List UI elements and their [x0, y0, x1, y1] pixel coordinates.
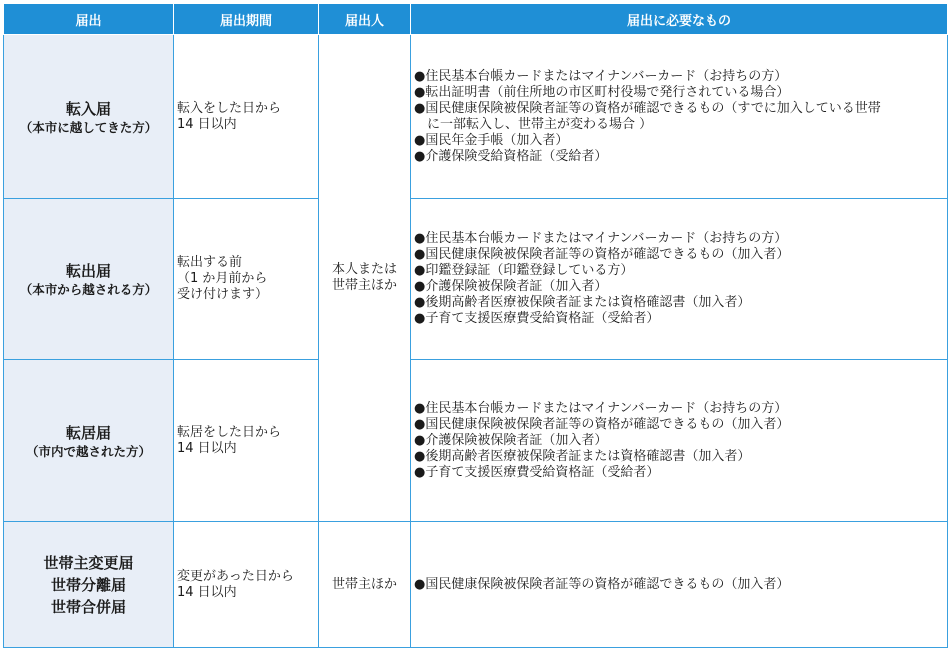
period-line: 14 日以内	[177, 440, 237, 456]
notification-type-cell	[4, 199, 174, 360]
documents-cell	[411, 199, 948, 360]
document-item: ●子育て支援医療費受給資格証（受給者）	[414, 311, 660, 326]
document-item: ●転出証明書（前住所地の市区町村役場で発行されている場合）	[414, 84, 790, 100]
period-cell	[174, 35, 319, 199]
documents-cell	[411, 35, 948, 199]
notification-type-note: （本市に越してきた方）	[19, 119, 158, 135]
period-line: 転居をした日から	[177, 424, 282, 440]
document-item: ●子育て支援医療費受給資格証（受給者）	[414, 464, 660, 480]
period-cell	[174, 360, 319, 522]
period-cell	[174, 199, 319, 360]
document-item: ●国民健康保険被保険者証等の資格が確認できるもの（加入者）	[414, 247, 790, 262]
table-row	[4, 199, 948, 360]
documents-cell	[411, 360, 948, 522]
period-line: 受け付けます）	[177, 287, 269, 302]
document-item: ●住民基本台帳カードまたはマイナンバーカード（お持ちの方）	[414, 400, 788, 416]
notification-type: 世帯合併届	[50, 597, 126, 616]
table-row	[4, 35, 948, 199]
notification-type: 世帯分離届	[50, 575, 126, 594]
header-required-items: 届出に必要なもの	[411, 4, 948, 35]
period-line: 転入をした日から	[177, 100, 282, 116]
notification-type-cell	[4, 360, 174, 522]
document-item: ●国民年金手帳（加入者）	[414, 132, 569, 148]
documents-cell	[411, 522, 948, 648]
period-line: 14 日以内	[177, 116, 237, 132]
header-applicant: 届出人	[319, 4, 411, 35]
document-item: ●国民健康保険被保険者証等の資格が確認できるもの（加入者）	[414, 416, 790, 432]
notification-type-cell	[4, 35, 174, 199]
period-line: 変更があった日から	[177, 568, 294, 584]
notification-type-cell	[4, 522, 174, 648]
document-item: ●住民基本台帳カードまたはマイナンバーカード（お持ちの方）	[414, 68, 788, 84]
applicant-line: 本人または	[331, 262, 397, 277]
applicant-cell	[319, 522, 411, 648]
document-item: ●印鑑登録証（印鑑登録している方）	[414, 263, 634, 278]
notification-type: 世帯主変更届	[43, 553, 134, 572]
period-line: 14 日以内	[177, 584, 237, 600]
header-notification: 届出	[4, 4, 174, 35]
document-item: ●後期高齢者医療被保険者証または資格確認書（加入者）	[414, 295, 751, 310]
document-item: ●国民健康保険被保険者証等の資格が確認できるもの（すでに加入している世帯	[414, 100, 881, 116]
period-line: 転出する前	[177, 255, 243, 270]
table-row	[4, 522, 948, 648]
applicant-line: 世帯主ほか	[331, 278, 397, 293]
header-row	[4, 4, 948, 35]
notification-type-note: （本市から越される方）	[19, 282, 158, 297]
period-cell	[174, 522, 319, 648]
notification-type: 転入届	[65, 99, 111, 118]
document-item: ●介護保険被保険者証（加入者）	[414, 279, 608, 294]
document-item: ●国民健康保険被保険者証等の資格が確認できるもの（加入者）	[414, 576, 790, 592]
notification-type: 転出届	[65, 262, 111, 280]
applicant-cell	[319, 35, 411, 522]
notification-type-note: （市内で越された方）	[25, 443, 151, 459]
document-item: ●介護保険被保険者証（加入者）	[414, 432, 608, 448]
notification-type: 転居届	[65, 423, 111, 442]
table-row	[4, 360, 948, 522]
document-item: ●住民基本台帳カードまたはマイナンバーカード（お持ちの方）	[414, 231, 788, 246]
document-item-continued: に一部転入し、世帯主が変わる場合 ）	[427, 116, 653, 132]
document-item: ●後期高齢者医療被保険者証または資格確認書（加入者）	[414, 448, 751, 464]
document-item: ●介護保険受給資格証（受給者）	[414, 148, 608, 164]
applicant-line: 世帯主ほか	[331, 576, 397, 592]
period-line: （1 か月前から	[177, 271, 268, 286]
header-period: 届出期間	[174, 4, 319, 35]
notification-table	[3, 3, 948, 648]
